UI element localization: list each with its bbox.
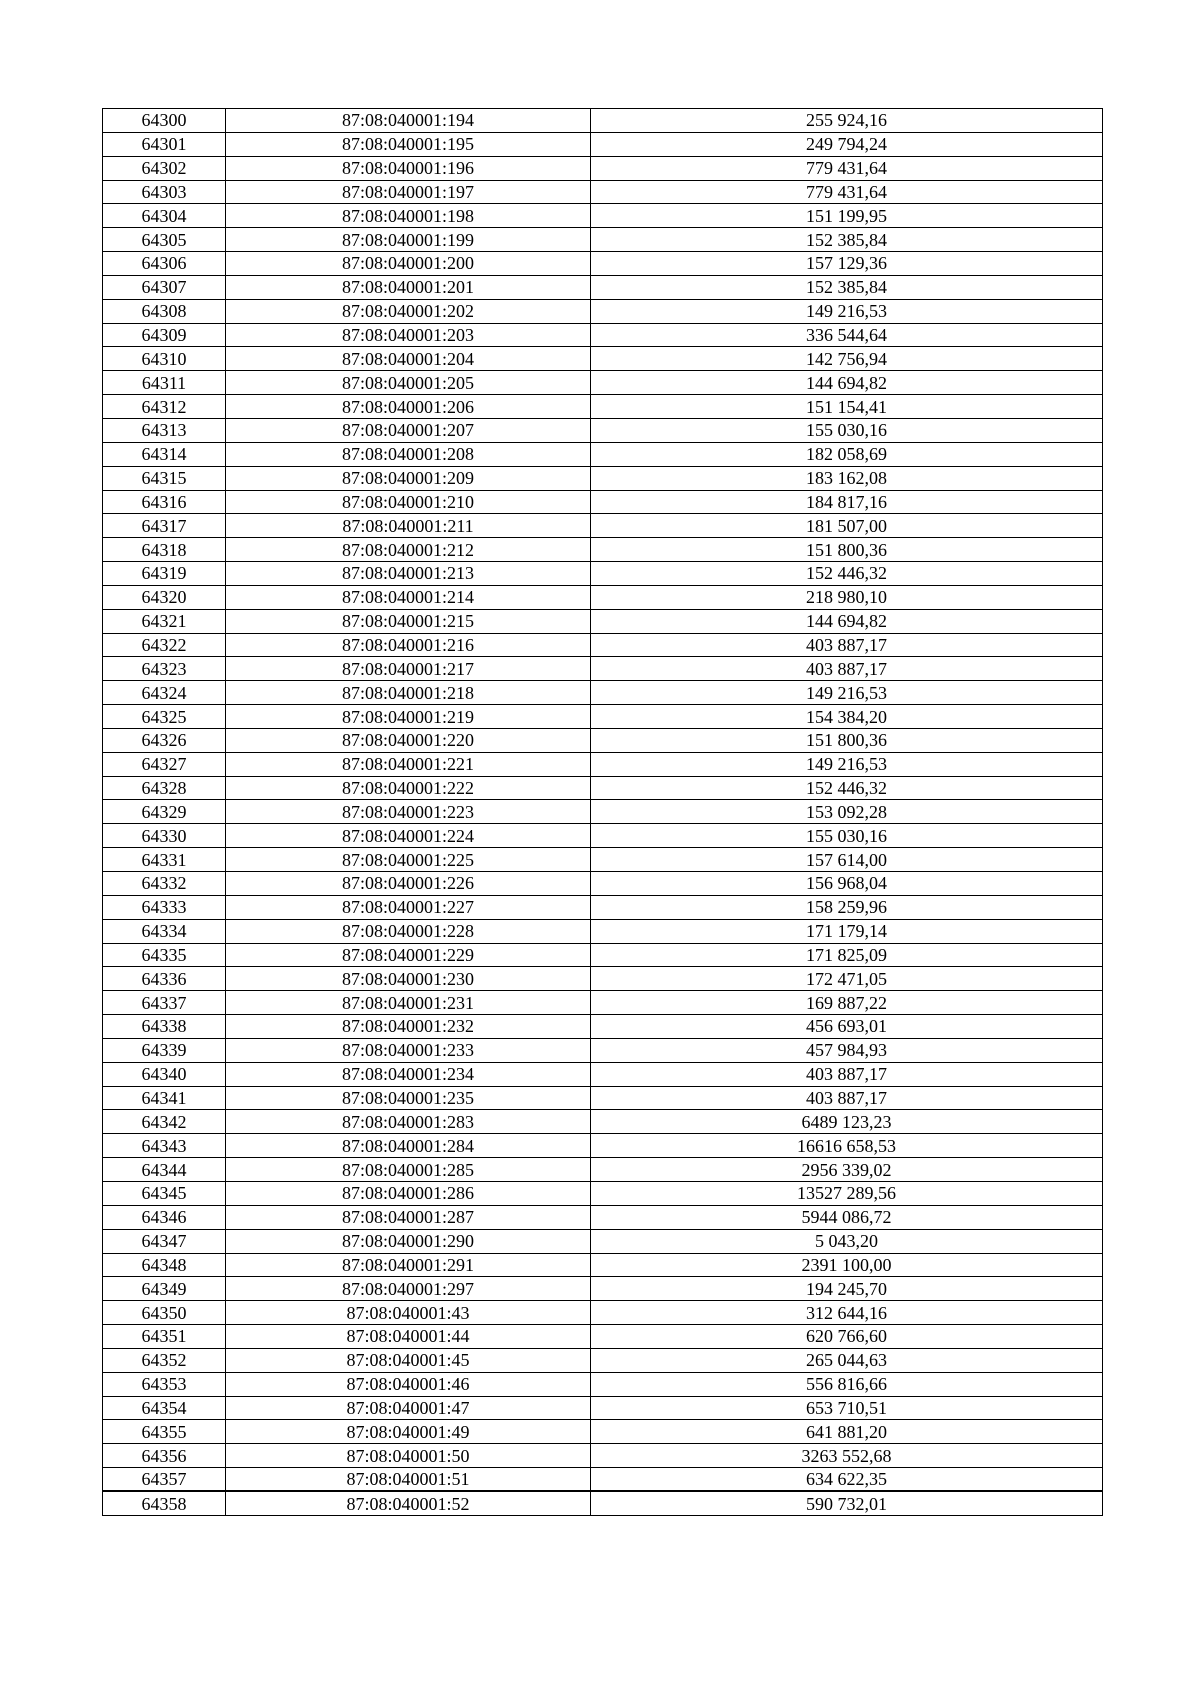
cadastral-value-cell: 3263 552,68: [591, 1444, 1103, 1468]
row-number-cell: 64311: [103, 371, 226, 395]
row-number-cell: 64339: [103, 1038, 226, 1062]
cadastral-number-cell: 87:08:040001:211: [226, 514, 591, 538]
cadastral-number-cell: 87:08:040001:219: [226, 705, 591, 729]
table-row: [103, 1444, 1103, 1468]
cadastral-value-cell: 403 887,17: [591, 1086, 1103, 1110]
cadastral-number-cell: 87:08:040001:195: [226, 132, 591, 156]
table-row: [103, 228, 1103, 252]
cadastral-value-cell: 457 984,93: [591, 1038, 1103, 1062]
table-row: [103, 752, 1103, 776]
cadastral-value-cell: 149 216,53: [591, 752, 1103, 776]
cadastral-number-cell: 87:08:040001:200: [226, 252, 591, 276]
row-number-cell: 64308: [103, 299, 226, 323]
table-row: [103, 824, 1103, 848]
cadastral-value-cell: 194 245,70: [591, 1277, 1103, 1301]
cadastral-number-cell: 87:08:040001:291: [226, 1253, 591, 1277]
cadastral-value-cell: 157 129,36: [591, 252, 1103, 276]
cadastral-value-cell: 151 199,95: [591, 204, 1103, 228]
table-row: [103, 919, 1103, 943]
cadastral-number-cell: 87:08:040001:50: [226, 1444, 591, 1468]
cadastral-number-cell: 87:08:040001:228: [226, 919, 591, 943]
row-number-cell: 64344: [103, 1158, 226, 1182]
table-row: [103, 1158, 1103, 1182]
row-number-cell: 64322: [103, 633, 226, 657]
cadastral-number-cell: 87:08:040001:231: [226, 991, 591, 1015]
cadastral-number-cell: 87:08:040001:47: [226, 1396, 591, 1420]
cadastral-number-cell: 87:08:040001:212: [226, 538, 591, 562]
row-number-cell: 64302: [103, 156, 226, 180]
row-number-cell: 64337: [103, 991, 226, 1015]
cadastral-number-cell: 87:08:040001:209: [226, 466, 591, 490]
row-number-cell: 64320: [103, 585, 226, 609]
cadastral-value-cell: 149 216,53: [591, 681, 1103, 705]
cadastral-value-cell: 156 968,04: [591, 872, 1103, 896]
table-row: [103, 609, 1103, 633]
row-number-cell: 64350: [103, 1301, 226, 1325]
table-row: [103, 967, 1103, 991]
cadastral-value-cell: 456 693,01: [591, 1015, 1103, 1039]
cadastral-number-cell: 87:08:040001:206: [226, 395, 591, 419]
cadastral-value-cell: 172 471,05: [591, 967, 1103, 991]
cadastral-value-cell: 151 154,41: [591, 395, 1103, 419]
table-row: [103, 657, 1103, 681]
row-number-cell: 64316: [103, 490, 226, 514]
cadastral-number-cell: 87:08:040001:213: [226, 562, 591, 586]
row-number-cell: 64315: [103, 466, 226, 490]
table-row: [103, 1468, 1103, 1492]
cadastral-value-cell: 16616 658,53: [591, 1134, 1103, 1158]
row-number-cell: 64328: [103, 776, 226, 800]
table-row: [103, 252, 1103, 276]
table-row: [103, 1420, 1103, 1444]
cadastral-number-cell: 87:08:040001:202: [226, 299, 591, 323]
table-row: [103, 943, 1103, 967]
cadastral-number-cell: 87:08:040001:43: [226, 1301, 591, 1325]
cadastral-number-cell: 87:08:040001:210: [226, 490, 591, 514]
row-number-cell: 64323: [103, 657, 226, 681]
row-number-cell: 64314: [103, 442, 226, 466]
cadastral-number-cell: 87:08:040001:285: [226, 1158, 591, 1182]
row-number-cell: 64336: [103, 967, 226, 991]
cadastral-number-cell: 87:08:040001:199: [226, 228, 591, 252]
row-number-cell: 64343: [103, 1134, 226, 1158]
cadastral-number-cell: 87:08:040001:234: [226, 1062, 591, 1086]
row-number-cell: 64327: [103, 752, 226, 776]
row-number-cell: 64352: [103, 1348, 226, 1372]
cadastral-value-cell: 312 644,16: [591, 1301, 1103, 1325]
row-number-cell: 64321: [103, 609, 226, 633]
table-row: [103, 1015, 1103, 1039]
cadastral-value-cell: 5944 086,72: [591, 1205, 1103, 1229]
table-row: [103, 633, 1103, 657]
cadastral-number-cell: 87:08:040001:44: [226, 1325, 591, 1349]
cadastral-value-cell: 403 887,17: [591, 1062, 1103, 1086]
cadastral-number-cell: 87:08:040001:45: [226, 1348, 591, 1372]
cadastral-number-cell: 87:08:040001:205: [226, 371, 591, 395]
cadastral-number-cell: 87:08:040001:194: [226, 109, 591, 133]
table-row: [103, 418, 1103, 442]
cadastral-value-cell: 183 162,08: [591, 466, 1103, 490]
row-number-cell: 64303: [103, 180, 226, 204]
table-row: [103, 156, 1103, 180]
row-number-cell: 64331: [103, 848, 226, 872]
cadastral-value-cell: 2391 100,00: [591, 1253, 1103, 1277]
row-number-cell: 64319: [103, 562, 226, 586]
cadastral-number-cell: 87:08:040001:197: [226, 180, 591, 204]
table-row: [103, 1277, 1103, 1301]
row-number-cell: 64353: [103, 1372, 226, 1396]
table-row: [103, 490, 1103, 514]
table-row: [103, 848, 1103, 872]
cadastral-value-cell: 255 924,16: [591, 109, 1103, 133]
row-number-cell: 64325: [103, 705, 226, 729]
cadastral-value-cell: 184 817,16: [591, 490, 1103, 514]
table-row: [103, 1038, 1103, 1062]
cadastral-value-cell: 155 030,16: [591, 418, 1103, 442]
row-number-cell: 64312: [103, 395, 226, 419]
cadastral-value-cell: 403 887,17: [591, 657, 1103, 681]
row-number-cell: 64326: [103, 728, 226, 752]
cadastral-value-cell: 152 385,84: [591, 275, 1103, 299]
cadastral-value-cell: 641 881,20: [591, 1420, 1103, 1444]
table-row: [103, 1229, 1103, 1253]
cadastral-value-cell: 336 544,64: [591, 323, 1103, 347]
table-row: [103, 371, 1103, 395]
table-row: [103, 299, 1103, 323]
table-row: [103, 109, 1103, 133]
row-number-cell: 64330: [103, 824, 226, 848]
row-number-cell: 64300: [103, 109, 226, 133]
row-number-cell: 64338: [103, 1015, 226, 1039]
cadastral-number-cell: 87:08:040001:225: [226, 848, 591, 872]
table-row: [103, 1134, 1103, 1158]
cadastral-value-cell: 157 614,00: [591, 848, 1103, 872]
table-row: [103, 1205, 1103, 1229]
cadastral-value-cell: 265 044,63: [591, 1348, 1103, 1372]
table-row: [103, 562, 1103, 586]
cadastral-number-cell: 87:08:040001:218: [226, 681, 591, 705]
cadastral-number-cell: 87:08:040001:203: [226, 323, 591, 347]
row-number-cell: 64342: [103, 1110, 226, 1134]
cadastral-value-cell: 218 980,10: [591, 585, 1103, 609]
cadastral-value-cell: 151 800,36: [591, 538, 1103, 562]
table-row: [103, 132, 1103, 156]
row-number-cell: 64357: [103, 1468, 226, 1492]
cadastral-value-cell: 403 887,17: [591, 633, 1103, 657]
cadastral-value-cell: 181 507,00: [591, 514, 1103, 538]
row-number-cell: 64306: [103, 252, 226, 276]
table-row: [103, 1325, 1103, 1349]
cadastral-number-cell: 87:08:040001:232: [226, 1015, 591, 1039]
table-row: [103, 514, 1103, 538]
cadastral-value-cell: 620 766,60: [591, 1325, 1103, 1349]
cadastral-number-cell: 87:08:040001:233: [226, 1038, 591, 1062]
row-number-cell: 64340: [103, 1062, 226, 1086]
row-number-cell: 64341: [103, 1086, 226, 1110]
table-row: [103, 991, 1103, 1015]
row-number-cell: 64356: [103, 1444, 226, 1468]
cadastral-number-cell: 87:08:040001:207: [226, 418, 591, 442]
row-number-cell: 64354: [103, 1396, 226, 1420]
cadastral-number-cell: 87:08:040001:198: [226, 204, 591, 228]
cadastral-number-cell: 87:08:040001:51: [226, 1468, 591, 1492]
table-row: [103, 585, 1103, 609]
cadastral-number-cell: 87:08:040001:290: [226, 1229, 591, 1253]
cadastral-value-cell: 6489 123,23: [591, 1110, 1103, 1134]
table-row: [103, 681, 1103, 705]
row-number-cell: 64309: [103, 323, 226, 347]
table-row: [103, 1372, 1103, 1396]
row-number-cell: 64347: [103, 1229, 226, 1253]
row-number-cell: 64310: [103, 347, 226, 371]
row-number-cell: 64307: [103, 275, 226, 299]
table-row: [103, 466, 1103, 490]
table-body: [103, 109, 1103, 1516]
table-row: [103, 1086, 1103, 1110]
cadastral-number-cell: 87:08:040001:49: [226, 1420, 591, 1444]
table-row: [103, 895, 1103, 919]
cadastral-value-cell: 556 816,66: [591, 1372, 1103, 1396]
cadastral-value-cell: 590 732,01: [591, 1491, 1103, 1515]
row-number-cell: 64334: [103, 919, 226, 943]
table-row: [103, 275, 1103, 299]
row-number-cell: 64349: [103, 1277, 226, 1301]
cadastral-value-cell: 144 694,82: [591, 609, 1103, 633]
cadastral-number-cell: 87:08:040001:284: [226, 1134, 591, 1158]
table-row: [103, 442, 1103, 466]
cadastral-value-cell: 634 622,35: [591, 1468, 1103, 1492]
row-number-cell: 64305: [103, 228, 226, 252]
row-number-cell: 64304: [103, 204, 226, 228]
cadastral-number-cell: 87:08:040001:227: [226, 895, 591, 919]
cadastral-number-cell: 87:08:040001:230: [226, 967, 591, 991]
cadastral-number-cell: 87:08:040001:215: [226, 609, 591, 633]
cadastral-number-cell: 87:08:040001:208: [226, 442, 591, 466]
table-row: [103, 776, 1103, 800]
row-number-cell: 64332: [103, 872, 226, 896]
table-row: [103, 1110, 1103, 1134]
row-number-cell: 64317: [103, 514, 226, 538]
cadastral-number-cell: 87:08:040001:201: [226, 275, 591, 299]
table-row: [103, 395, 1103, 419]
table-row: [103, 1396, 1103, 1420]
cadastral-number-cell: 87:08:040001:286: [226, 1181, 591, 1205]
row-number-cell: 64348: [103, 1253, 226, 1277]
cadastral-value-cell: 249 794,24: [591, 132, 1103, 156]
cadastral-number-cell: 87:08:040001:46: [226, 1372, 591, 1396]
table-row: [103, 705, 1103, 729]
cadastral-number-cell: 87:08:040001:235: [226, 1086, 591, 1110]
cadastral-value-cell: 779 431,64: [591, 156, 1103, 180]
cadastral-value-cell: 653 710,51: [591, 1396, 1103, 1420]
row-number-cell: 64324: [103, 681, 226, 705]
cadastral-value-cell: 171 179,14: [591, 919, 1103, 943]
cadastral-value-cell: 154 384,20: [591, 705, 1103, 729]
row-number-cell: 64333: [103, 895, 226, 919]
table-row: [103, 204, 1103, 228]
cadastral-number-cell: 87:08:040001:221: [226, 752, 591, 776]
cadastral-number-cell: 87:08:040001:220: [226, 728, 591, 752]
cadastral-value-cell: 5 043,20: [591, 1229, 1103, 1253]
table-row: [103, 1253, 1103, 1277]
cadastral-value-cell: 142 756,94: [591, 347, 1103, 371]
cadastral-value-table: [102, 108, 1103, 1516]
table-row: [103, 1301, 1103, 1325]
row-number-cell: 64345: [103, 1181, 226, 1205]
cadastral-value-cell: 152 385,84: [591, 228, 1103, 252]
cadastral-value-cell: 153 092,28: [591, 800, 1103, 824]
cadastral-value-cell: 144 694,82: [591, 371, 1103, 395]
cadastral-number-cell: 87:08:040001:297: [226, 1277, 591, 1301]
row-number-cell: 64335: [103, 943, 226, 967]
cadastral-value-cell: 2956 339,02: [591, 1158, 1103, 1182]
cadastral-value-cell: 779 431,64: [591, 180, 1103, 204]
row-number-cell: 64351: [103, 1325, 226, 1349]
cadastral-value-cell: 152 446,32: [591, 776, 1103, 800]
row-number-cell: 64329: [103, 800, 226, 824]
cadastral-value-cell: 171 825,09: [591, 943, 1103, 967]
cadastral-value-cell: 149 216,53: [591, 299, 1103, 323]
table-row: [103, 1491, 1103, 1515]
table-row: [103, 1062, 1103, 1086]
row-number-cell: 64358: [103, 1491, 226, 1515]
table-row: [103, 180, 1103, 204]
table-row: [103, 728, 1103, 752]
cadastral-number-cell: 87:08:040001:214: [226, 585, 591, 609]
cadastral-number-cell: 87:08:040001:283: [226, 1110, 591, 1134]
table-row: [103, 872, 1103, 896]
cadastral-number-cell: 87:08:040001:222: [226, 776, 591, 800]
row-number-cell: 64346: [103, 1205, 226, 1229]
cadastral-number-cell: 87:08:040001:216: [226, 633, 591, 657]
cadastral-number-cell: 87:08:040001:287: [226, 1205, 591, 1229]
cadastral-value-cell: 155 030,16: [591, 824, 1103, 848]
cadastral-number-cell: 87:08:040001:226: [226, 872, 591, 896]
cadastral-value-cell: 169 887,22: [591, 991, 1103, 1015]
row-number-cell: 64301: [103, 132, 226, 156]
cadastral-number-cell: 87:08:040001:224: [226, 824, 591, 848]
cadastral-value-cell: 13527 289,56: [591, 1181, 1103, 1205]
table-row: [103, 1348, 1103, 1372]
table-row: [103, 800, 1103, 824]
cadastral-number-cell: 87:08:040001:229: [226, 943, 591, 967]
row-number-cell: 64355: [103, 1420, 226, 1444]
cadastral-value-cell: 182 058,69: [591, 442, 1103, 466]
table-row: [103, 1181, 1103, 1205]
table-row: [103, 323, 1103, 347]
row-number-cell: 64313: [103, 418, 226, 442]
cadastral-value-cell: 151 800,36: [591, 728, 1103, 752]
cadastral-number-cell: 87:08:040001:204: [226, 347, 591, 371]
cadastral-value-cell: 152 446,32: [591, 562, 1103, 586]
row-number-cell: 64318: [103, 538, 226, 562]
cadastral-number-cell: 87:08:040001:217: [226, 657, 591, 681]
cadastral-value-cell: 158 259,96: [591, 895, 1103, 919]
cadastral-number-cell: 87:08:040001:52: [226, 1491, 591, 1515]
cadastral-number-cell: 87:08:040001:196: [226, 156, 591, 180]
table-row: [103, 538, 1103, 562]
cadastral-number-cell: 87:08:040001:223: [226, 800, 591, 824]
table-row: [103, 347, 1103, 371]
